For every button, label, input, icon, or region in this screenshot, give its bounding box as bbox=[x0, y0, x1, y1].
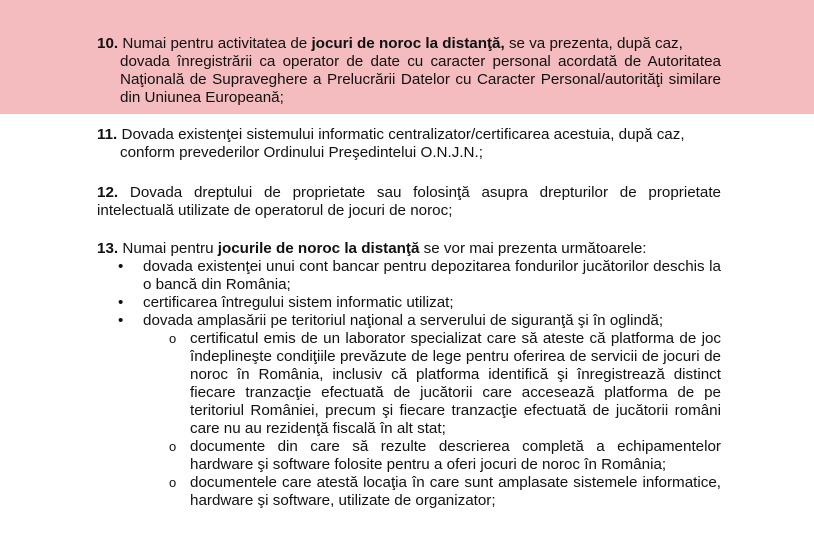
item-number: 11. bbox=[97, 126, 118, 143]
item-number: 10. bbox=[97, 35, 119, 52]
item-11-first-line bbox=[97, 126, 721, 144]
item-number: 12. bbox=[97, 184, 119, 201]
item-bold-text: jocuri de noroc la distanţă, bbox=[311, 35, 505, 52]
item-text: Dovada dreptului de proprietate sau folosinţă asupra drepturilor de proprietate intelectuală utilizate de operatorul de jocuri de noroc; bbox=[97, 184, 721, 219]
bullet-item: • dovada existenţei unui cont bancar pentru depozitarea fondurilor jucătorilor deschis la o bancă din România; bbox=[97, 258, 721, 294]
item-10-first-line bbox=[97, 35, 721, 53]
bullet-list bbox=[97, 258, 721, 510]
item-number: 13. bbox=[97, 240, 119, 257]
item-12-text bbox=[97, 184, 721, 220]
list-item-12 bbox=[97, 184, 721, 220]
bullet-item bbox=[97, 312, 721, 510]
item-text: se va prezenta, după caz, bbox=[504, 35, 683, 52]
list-item-11 bbox=[97, 126, 721, 162]
list-item-10 bbox=[97, 35, 721, 107]
item-11-continuation: conform prevederilor Ordinului Preşedintelui O.N.J.N.; bbox=[120, 144, 483, 161]
sub-list bbox=[97, 330, 721, 510]
item-text: Numai pentru bbox=[118, 240, 218, 257]
item-13-first-line bbox=[97, 240, 721, 258]
list-item-13 bbox=[97, 240, 721, 510]
sub-item: o documentele care atestă locaţia în care sunt amplasate sistemele informatice, hardware şi software, utilizate de organizator; bbox=[97, 474, 721, 510]
item-text: se vor mai prezenta următoarele: bbox=[419, 240, 647, 257]
item-text: Dovada existenţei sistemului informatic centralizator/certificarea acestuia, după caz, bbox=[117, 126, 685, 143]
sub-item: o certificatul emis de un laborator specializat care să ateste că platforma de joc îndeplineşte condiţiile prevăzute de lege pentru oferirea de servicii de jocuri de noroc în România, inclusiv că platforma identifică şi înregistrează distinct fiecare tranzacţie efectuată de jucătorii care accesează platforma de pe teritoriul României, precum şi fiecare tranzacţie efectuată de jucătorii români care nu au rezidenţă fiscală în alt stat; bbox=[97, 330, 721, 438]
bullet-item: • certificarea întregului sistem informatic utilizat; bbox=[97, 294, 721, 312]
item-text: Numai pentru activitatea de bbox=[118, 35, 312, 52]
bullet-text: dovada amplasării pe teritoriul naţional a serverului de siguranţă şi în oglindă; bbox=[143, 312, 664, 329]
sub-item: o documente din care să rezulte descrierea completă a echipamentelor hardware şi software folosite pentru a oferi jocuri de noroc în România; bbox=[97, 438, 721, 474]
item-10-continuation: dovada înregistrării ca operator de date cu caracter personal acordată de Autoritatea Naţională de Supraveghere a Prelucrării Datelor cu Caracter Personal/autorităţi similare din Uniunea Europeană; bbox=[120, 53, 721, 106]
item-bold-text: jocurile de noroc la distanţă bbox=[217, 240, 420, 257]
